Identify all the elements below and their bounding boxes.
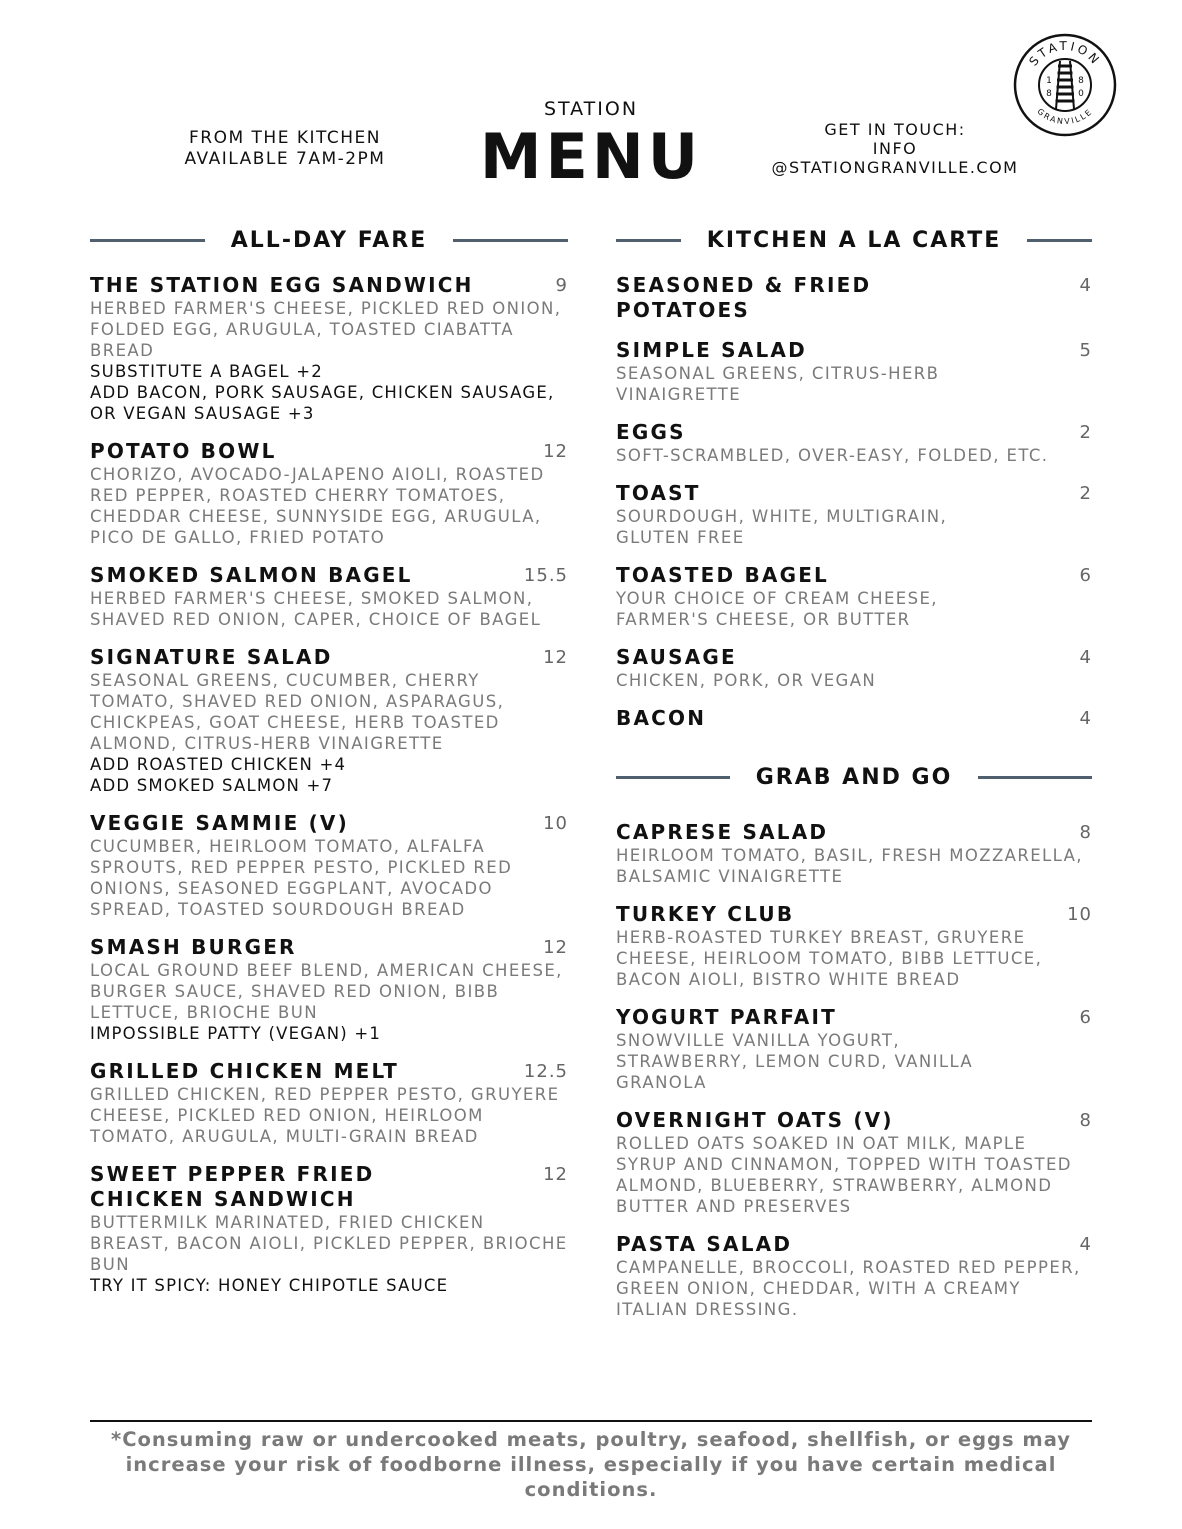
menu-item — [616, 820, 1092, 887]
logo-digit-2: 8 — [1046, 89, 1052, 99]
item-name: EGGS — [616, 420, 686, 444]
item-description: ROLLED OATS SOAKED IN OAT MILK, MAPLE SYRUP AND CINNAMON, TOPPED WITH TOASTED ALMOND, BLUEBERRY, STRAWBERRY, ALMOND BUTTER AND PRESERVES — [616, 1134, 1072, 1216]
item-description: SNOWVILLE VANILLA YOGURT, STRAWBERRY, LEMON CURD, VANILLA GRANOLA — [616, 1031, 974, 1092]
hours-label: AVAILABLE 7AM-2PM — [184, 149, 386, 169]
item-name: SEASONED & FRIED POTATOES — [616, 273, 872, 322]
item-price: 9 — [555, 275, 568, 296]
item-name: GRILLED CHICKEN MELT — [90, 1059, 400, 1083]
item-price: 8 — [1079, 1110, 1092, 1131]
item-description: CHORIZO, AVOCADO-JALAPENO AIOLI, ROASTED RED PEPPER, ROASTED CHERRY TOMATOES, CHEDDAR CHEESE, SUNNYSIDE EGG, ARUGULA, PICO DE GALLO, FRIED POTATO — [90, 465, 545, 547]
logo-digit-1: 1 — [1046, 76, 1052, 86]
item-addon: IMPOSSIBLE PATTY (VEGAN) +1 — [90, 1024, 382, 1043]
item-description: CHICKEN, PORK, OR VEGAN — [616, 671, 877, 690]
divider — [616, 776, 730, 779]
item-name: SIGNATURE SALAD — [90, 645, 333, 669]
menu-item — [90, 273, 568, 424]
contact-info-word: INFO — [872, 139, 918, 158]
right-column — [616, 220, 1092, 1335]
item-name: TURKEY CLUB — [616, 902, 795, 926]
item-description: HERB-ROASTED TURKEY BREAST, GRUYERE CHEESE, HEIRLOOM TOMATO, BIBB LETTUCE, BACON AIOLI, BISTRO WHITE BREAD — [616, 928, 1043, 989]
menu-item — [616, 1108, 1092, 1217]
item-description: SOFT-SCRAMBLED, OVER-EASY, FOLDED, ETC. — [616, 446, 1049, 465]
divider — [90, 239, 205, 242]
station-granville-logo — [1013, 33, 1117, 137]
item-description: BUTTERMILK MARINATED, FRIED CHICKEN BREAST, BACON AIOLI, PICKLED PEPPER, BRIOCHE BUN — [90, 1213, 568, 1274]
section-title: ALL-DAY FARE — [230, 227, 428, 253]
divider — [978, 776, 1092, 779]
menu-item — [90, 1162, 568, 1296]
menu-item — [616, 1232, 1092, 1320]
item-description: SOURDOUGH, WHITE, MULTIGRAIN, GLUTEN FREE — [616, 507, 948, 547]
item-name: SMOKED SALMON BAGEL — [90, 563, 413, 587]
item-price: 10 — [1067, 904, 1092, 925]
item-name: TOAST — [616, 481, 701, 505]
item-price: 12.5 — [523, 1061, 568, 1082]
item-description: SEASONAL GREENS, CITRUS-HERB VINAIGRETTE — [616, 364, 940, 404]
item-price: 12 — [543, 1164, 568, 1185]
menu-item — [90, 1059, 568, 1147]
item-name: SIMPLE SALAD — [616, 338, 807, 362]
item-name: POTATO BOWL — [90, 439, 277, 463]
item-addon: ADD ROASTED CHICKEN +4 — [90, 755, 347, 774]
logo-bottom-text: GRANVILLE — [1035, 106, 1095, 127]
item-name: PASTA SALAD — [616, 1232, 793, 1256]
item-name: OVERNIGHT OATS (V) — [616, 1108, 894, 1132]
item-description: YOUR CHOICE OF CREAM CHEESE, FARMER'S CHEESE, OR BUTTER — [616, 589, 938, 629]
section-header-a-la-carte — [616, 220, 1092, 260]
item-price: 6 — [1079, 1007, 1092, 1028]
item-name: SWEET PEPPER FRIED CHICKEN SANDWICH — [90, 1162, 375, 1211]
contact-label: GET IN TOUCH: — [824, 120, 966, 139]
item-name: SAUSAGE — [616, 645, 737, 669]
item-price: 4 — [1079, 275, 1092, 296]
section-header-grab-and-go — [616, 757, 1092, 797]
item-name: THE STATION EGG SANDWICH — [90, 273, 474, 297]
item-description: CAMPANELLE, BROCCOLI, ROASTED RED PEPPER, GREEN ONION, CHEDDAR, WITH A CREAMY ITALIAN DRESSING. — [616, 1258, 1081, 1319]
item-description: HEIRLOOM TOMATO, BASIL, FRESH MOZZARELLA, BALSAMIC VINAIGRETTE — [616, 846, 1083, 886]
menu-item — [616, 706, 1092, 731]
item-price: 12 — [543, 441, 568, 462]
station-word: STATION — [543, 98, 639, 120]
item-price: 12 — [543, 937, 568, 958]
menu-item — [90, 645, 568, 796]
footer-divider — [90, 1420, 1092, 1422]
divider — [616, 239, 681, 242]
menu-item — [90, 935, 568, 1044]
item-name: SMASH BURGER — [90, 935, 297, 959]
item-description: HERBED FARMER'S CHEESE, PICKLED RED ONION, FOLDED EGG, ARUGULA, TOASTED CIABATTA BREAD — [90, 299, 562, 360]
item-price: 4 — [1079, 708, 1092, 729]
contact-info — [760, 120, 1030, 177]
item-name: CAPRESE SALAD — [616, 820, 829, 844]
logo-digit-3: 8 — [1078, 76, 1084, 86]
section-header-all-day — [90, 220, 568, 260]
item-description: GRILLED CHICKEN, RED PEPPER PESTO, GRUYERE CHEESE, PICKLED RED ONION, HEIRLOOM TOMATO, ARUGULA, MULTI-GRAIN BREAD — [90, 1085, 560, 1146]
logo-digit-4: 0 — [1078, 89, 1084, 99]
contact-email[interactable]: @STATIONGRANVILLE.COM — [771, 158, 1019, 177]
item-price: 5 — [1079, 340, 1092, 361]
menu-item — [616, 902, 1092, 990]
menu-item — [90, 439, 568, 548]
item-addon: ADD SMOKED SALMON +7 — [90, 776, 334, 795]
divider — [453, 239, 568, 242]
menu-item — [616, 338, 1092, 405]
item-price: 4 — [1079, 1234, 1092, 1255]
rail-track-icon — [1056, 61, 1075, 109]
item-price: 6 — [1079, 565, 1092, 586]
item-addon: SUBSTITUTE A BAGEL +2 — [90, 362, 323, 381]
item-name: TOASTED BAGEL — [616, 563, 830, 587]
item-price: 8 — [1079, 822, 1092, 843]
item-description: CUCUMBER, HEIRLOOM TOMATO, ALFALFA SPROUTS, RED PEPPER PESTO, PICKLED RED ONIONS, SEASONED EGGPLANT, AVOCADO SPREAD, TOASTED SOURDOUGH BREAD — [90, 837, 513, 919]
menu-item — [616, 273, 1092, 323]
item-description: HERBED FARMER'S CHEESE, SMOKED SALMON, SHAVED RED ONION, CAPER, CHOICE OF BAGEL — [90, 589, 542, 629]
item-name: YOGURT PARFAIT — [616, 1005, 837, 1029]
kitchen-hours — [140, 128, 430, 170]
item-name: BACON — [616, 706, 707, 730]
menu-item — [616, 481, 1092, 548]
menu-item — [90, 811, 568, 920]
logo-top-text: STATION — [1026, 38, 1104, 69]
item-price: 10 — [543, 813, 568, 834]
page-title: MENU — [479, 120, 703, 193]
all-day-fare-column — [90, 220, 568, 1311]
item-addon: ADD BACON, PORK SAUSAGE, CHICKEN SAUSAGE, OR VEGAN SAUSAGE +3 — [90, 383, 555, 423]
kitchen-label: FROM THE KITCHEN — [188, 128, 382, 148]
item-name: VEGGIE SAMMIE (V) — [90, 811, 349, 835]
section-title: KITCHEN A LA CARTE — [706, 227, 1002, 253]
item-price: 4 — [1079, 647, 1092, 668]
item-price: 2 — [1079, 422, 1092, 443]
menu-item — [616, 420, 1092, 466]
food-safety-disclaimer: *Consuming raw or undercooked meats, poultry, seafood, shellfish, or eggs may increase your risk of foodborne illness, especially if you have certain medical conditions. — [111, 1428, 1071, 1501]
menu-item — [616, 645, 1092, 691]
item-price: 15.5 — [523, 565, 568, 586]
item-description: LOCAL GROUND BEEF BLEND, AMERICAN CHEESE, BURGER SAUCE, SHAVED RED ONION, BIBB LETTUCE, BRIOCHE BUN — [90, 961, 563, 1022]
divider — [1027, 239, 1092, 242]
section-title: GRAB AND GO — [755, 764, 953, 790]
menu-title — [441, 96, 741, 193]
item-price: 12 — [543, 647, 568, 668]
menu-item — [90, 563, 568, 630]
item-price: 2 — [1079, 483, 1092, 504]
menu-item — [616, 1005, 1092, 1093]
menu-item — [616, 563, 1092, 630]
item-description: SEASONAL GREENS, CUCUMBER, CHERRY TOMATO, SHAVED RED ONION, ASPARAGUS, CHICKPEAS, GOAT CHEESE, HERB TOASTED ALMOND, CITRUS-HERB VINAIGRETTE — [90, 671, 505, 753]
item-addon: TRY IT SPICY: HONEY CHIPOTLE SAUCE — [90, 1276, 449, 1295]
